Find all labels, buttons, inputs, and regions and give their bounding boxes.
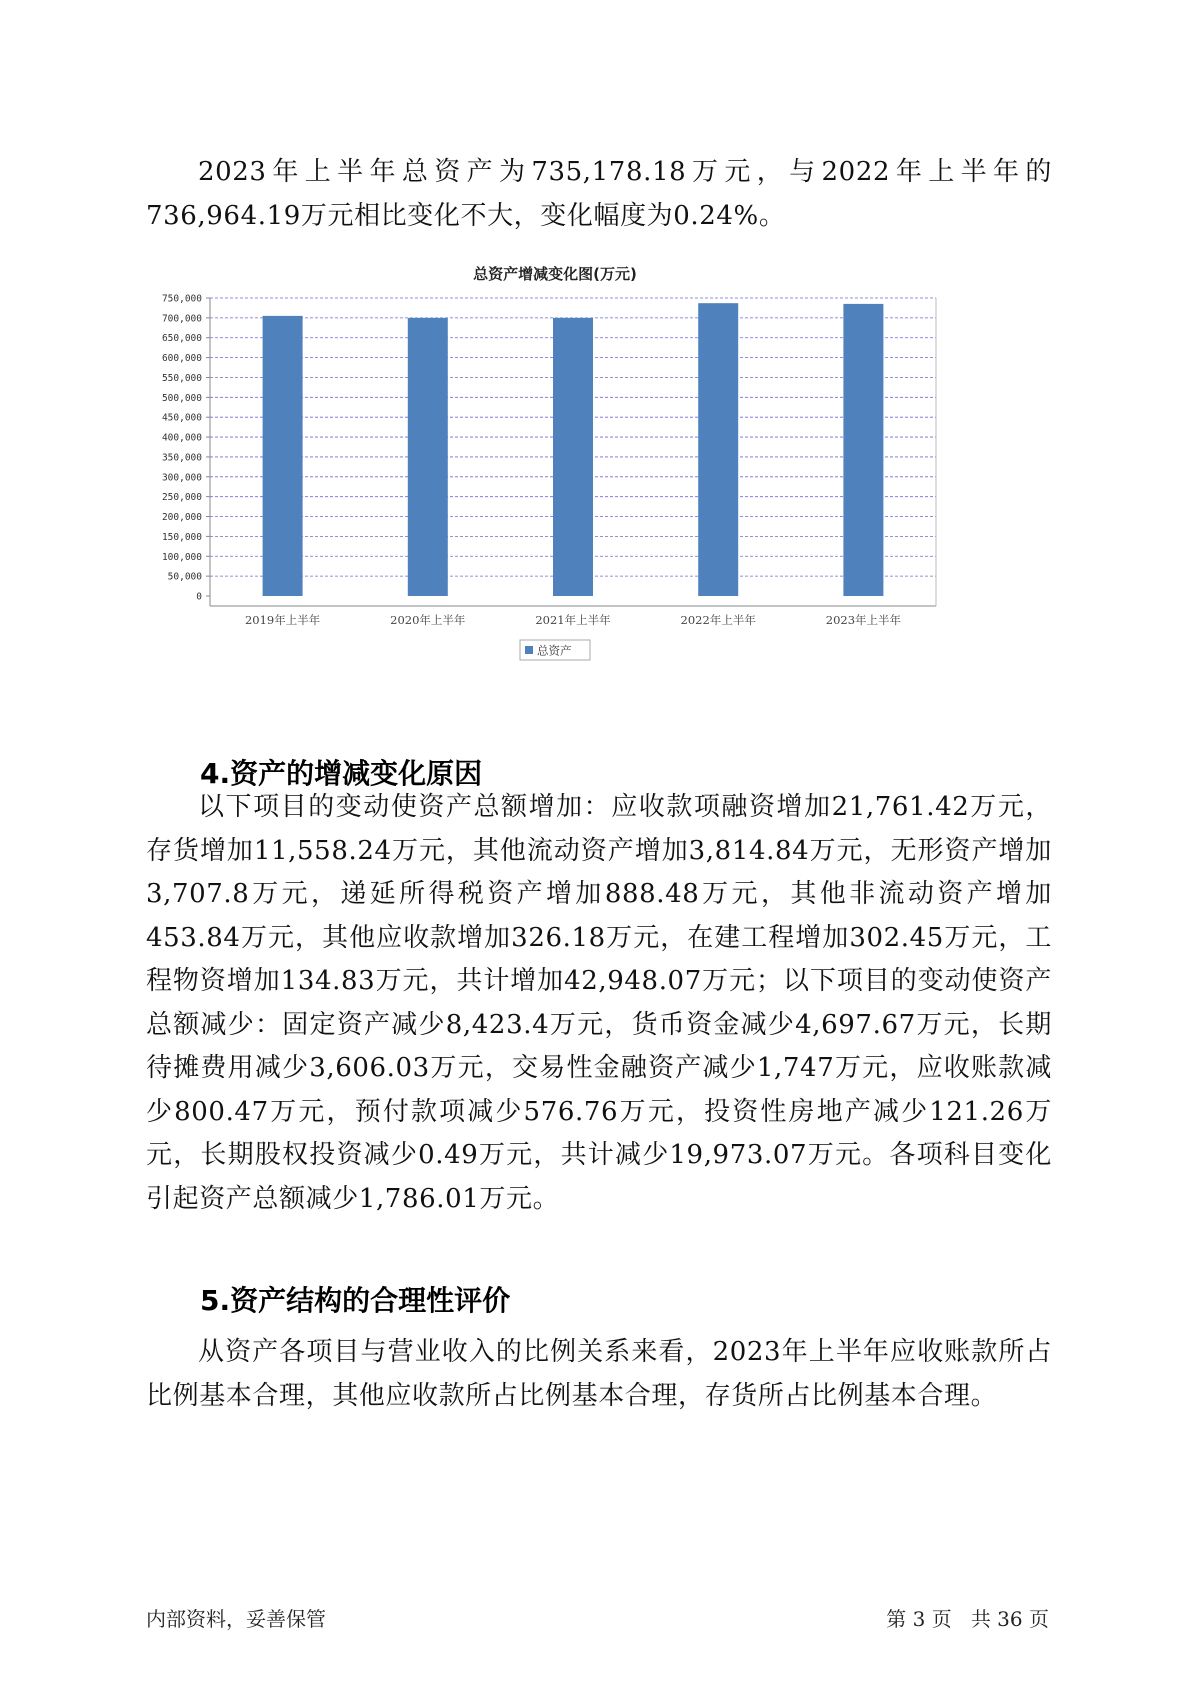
bar	[698, 303, 738, 596]
section-heading-asset-change-reasons: 4.资产的增减变化原因	[200, 757, 483, 790]
footer-total-pages: 共 36 页	[970, 1607, 1049, 1631]
x-tick-label: 2022年上半年	[680, 613, 756, 627]
y-tick-label: 500,000	[161, 392, 202, 404]
y-tick-label: 0	[196, 591, 202, 603]
y-tick-label: 300,000	[161, 472, 202, 484]
chart-svg	[140, 262, 1040, 722]
chart-title: 总资产增减变化图(万元)	[473, 265, 637, 284]
bar	[553, 318, 593, 596]
y-tick-label: 650,000	[161, 333, 202, 345]
bar	[408, 318, 448, 596]
y-tick-label: 750,000	[161, 293, 202, 305]
y-tick-label: 350,000	[161, 452, 202, 464]
bar	[263, 316, 303, 596]
y-tick-label: 400,000	[161, 432, 202, 444]
footer-page-number: 第 3 页	[886, 1607, 952, 1631]
footer-page-info	[886, 1605, 1049, 1633]
y-tick-label: 150,000	[161, 531, 202, 543]
paragraph-total-assets-summary: 2023年上半年总资产为735,178.18万元，与2022年上半年的736,964.19万元相比变化不大，变化幅度为0.24%。	[146, 157, 1052, 231]
legend-label: 总资产	[537, 643, 572, 658]
x-tick-label: 2021年上半年	[535, 613, 611, 627]
y-tick-label: 200,000	[161, 512, 202, 524]
legend-swatch	[525, 646, 533, 654]
x-tick-label: 2023年上半年	[825, 613, 902, 627]
paragraph-asset-change-details: 以下项目的变动使资产总额增加：应收款项融资增加21,761.42万元，存货增加11,558.24万元，其他流动资产增加3,814.84万元，无形资产增加3,707.8万元，递延所得税资产增加888.48万元，其他非流动资产增加453.84万元，其他应收款增加326.18万元，在建工程增加302.45万元，工程物资增加134.83万元，共计增加42,948.07万元；以下项目的变动使资产总额减少：固定资产减少8,423.4万元，货币资金减少4,697.67万元，长期待摊费用减少3,606.03万元，交易性金融资产减少1,747万元，应收账款减少800.47万元，预付款项减少576.76万元，投资性房地产减少121.26万元，长期股权投资减少0.49万元，共计减少19,973.07万元。各项科目变化引起资产总额减少1,786.01万元。	[146, 792, 1052, 1214]
y-tick-label: 450,000	[161, 412, 202, 424]
footer-confidential-note: 内部资料，妥善保管	[146, 1607, 326, 1631]
y-tick-label: 250,000	[161, 492, 202, 504]
x-tick-label: 2019年上半年	[244, 613, 321, 627]
paragraph-asset-structure-evaluation: 从资产各项目与营业收入的比例关系来看，2023年上半年应收账款所占比例基本合理，其他应收款所占比例基本合理，存货所占比例基本合理。	[146, 1337, 1052, 1411]
bar	[843, 304, 883, 596]
y-tick-label: 600,000	[161, 353, 202, 365]
x-tick-label: 2020年上半年	[390, 613, 466, 627]
total-assets-chart	[140, 262, 1040, 722]
y-tick-label: 550,000	[161, 372, 202, 384]
y-tick-label: 100,000	[161, 551, 202, 563]
y-tick-label: 700,000	[161, 313, 202, 325]
y-tick-label: 50,000	[167, 571, 202, 583]
section-heading-asset-structure-evaluation: 5.资产结构的合理性评价	[200, 1284, 511, 1317]
